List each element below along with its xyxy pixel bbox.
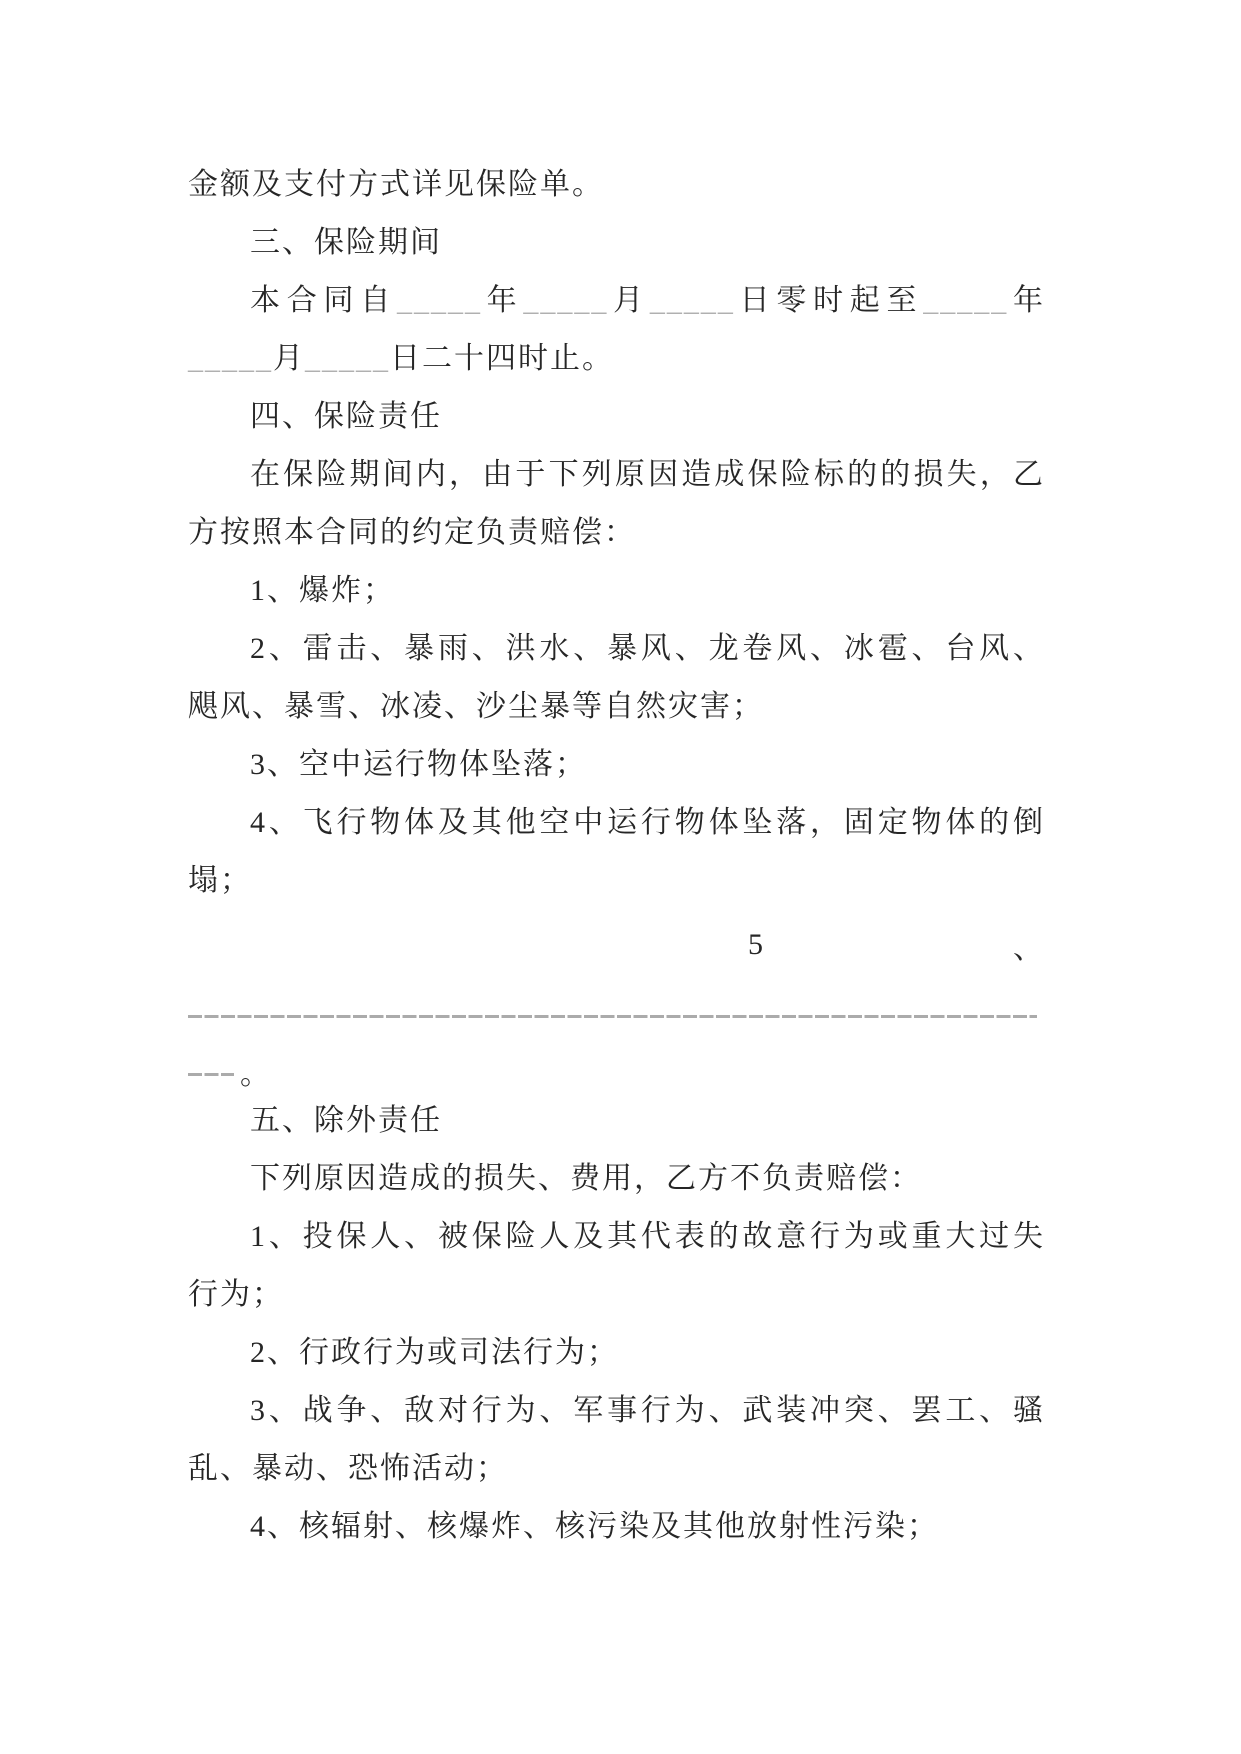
fill-in-blank-rule <box>188 1015 1037 1018</box>
line-text: 4、核辐射、核爆炸、核污染及其他放射性污染； <box>250 1510 939 1543</box>
section-heading-exclusions <box>188 1092 1045 1150</box>
line-text: 年 <box>481 284 524 317</box>
fill-in-blank: _____ <box>305 342 390 375</box>
line-text: 年 <box>1008 284 1046 317</box>
section-heading-insurance-period <box>188 214 1045 272</box>
line-text: 2、雷击、暴雨、洪水、暴风、龙卷风、冰雹、台风、 <box>250 632 1045 665</box>
line-text: 飓风、暴雪、冰凌、沙尘暴等自然灾害； <box>188 690 764 723</box>
amount-payment-clause-line <box>188 156 1045 214</box>
line-text: 本合同自 <box>250 284 397 317</box>
liability-item-4-line-1 <box>188 794 1045 852</box>
line-text: 五、除外责任 <box>250 1104 442 1137</box>
fill-in-blank: _____ <box>649 284 735 317</box>
line-text: 月 <box>608 284 650 317</box>
line-text: 下列原因造成的损失、费用，乙方不负责赔偿： <box>250 1162 922 1195</box>
line-text: 塌； <box>188 864 252 897</box>
line-text: 1、投保人、被保险人及其代表的故意行为或重大过失 <box>250 1220 1045 1253</box>
fill-in-blank-rule-short <box>188 1073 234 1076</box>
section-heading-insurance-liability <box>188 388 1045 446</box>
sentence-end-period: 。 <box>240 1058 272 1091</box>
line-text: 乱、暴动、恐怖活动； <box>188 1452 508 1485</box>
exclusion-item-1-line-2 <box>188 1266 1045 1324</box>
line-text: 方按照本合同的约定负责赔偿： <box>188 516 636 549</box>
line-text: 四、保险责任 <box>250 400 442 433</box>
line-text: 3、战争、敌对行为、军事行为、武装冲突、罢工、骚 <box>250 1394 1045 1427</box>
insurance-period-clause-line-1 <box>188 272 1045 330</box>
insurance-liability-intro-line-2 <box>188 504 1045 562</box>
fill-in-blank: _____ <box>523 284 609 317</box>
fill-in-blank: _____ <box>396 284 482 317</box>
line-text: 月 <box>273 342 305 375</box>
document-body <box>188 0 1045 1556</box>
exclusion-item-3-line-2 <box>188 1440 1045 1498</box>
line-text: 4、飞行物体及其他空中运行物体坠落，固定物体的倒 <box>250 806 1045 839</box>
exclusion-item-4 <box>188 1498 1045 1556</box>
line-text: 1、爆炸； <box>250 574 395 607</box>
liability-item-1 <box>188 562 1045 620</box>
line-text: 金额及支付方式详见保险单。 <box>188 168 604 201</box>
exclusion-item-1-line-1 <box>188 1208 1045 1266</box>
fill-in-blank: _____ <box>923 284 1009 317</box>
liability-item-4-line-2 <box>188 852 1045 910</box>
line-text: 3、空中运行物体坠落； <box>250 748 587 781</box>
insurance-period-clause-line-2 <box>188 330 1045 388</box>
liability-item-3 <box>188 736 1045 794</box>
line-text: 日零时起至 <box>734 284 924 317</box>
line-text: 三、保险期间 <box>250 226 442 259</box>
liability-item-2-line-2 <box>188 678 1045 736</box>
page-number: 5 <box>748 928 765 961</box>
enumeration-comma-mark: 、 <box>1013 932 1045 965</box>
exclusion-item-3-line-1 <box>188 1382 1045 1440</box>
page-number-line <box>188 916 1045 974</box>
line-text: 2、行政行为或司法行为； <box>250 1336 619 1369</box>
line-text: 日二十四时止。 <box>390 342 614 375</box>
line-text: 在保险期间内，由于下列原因造成保险标的的损失，乙 <box>250 458 1045 491</box>
liability-item-2-line-1 <box>188 620 1045 678</box>
line-text: 行为； <box>188 1278 284 1311</box>
exclusion-item-2 <box>188 1324 1045 1382</box>
insurance-liability-intro-line-1 <box>188 446 1045 504</box>
exclusions-intro-line <box>188 1150 1045 1208</box>
liability-item-5-blank-line <box>188 988 1045 1046</box>
fill-in-blank: _____ <box>188 342 273 375</box>
